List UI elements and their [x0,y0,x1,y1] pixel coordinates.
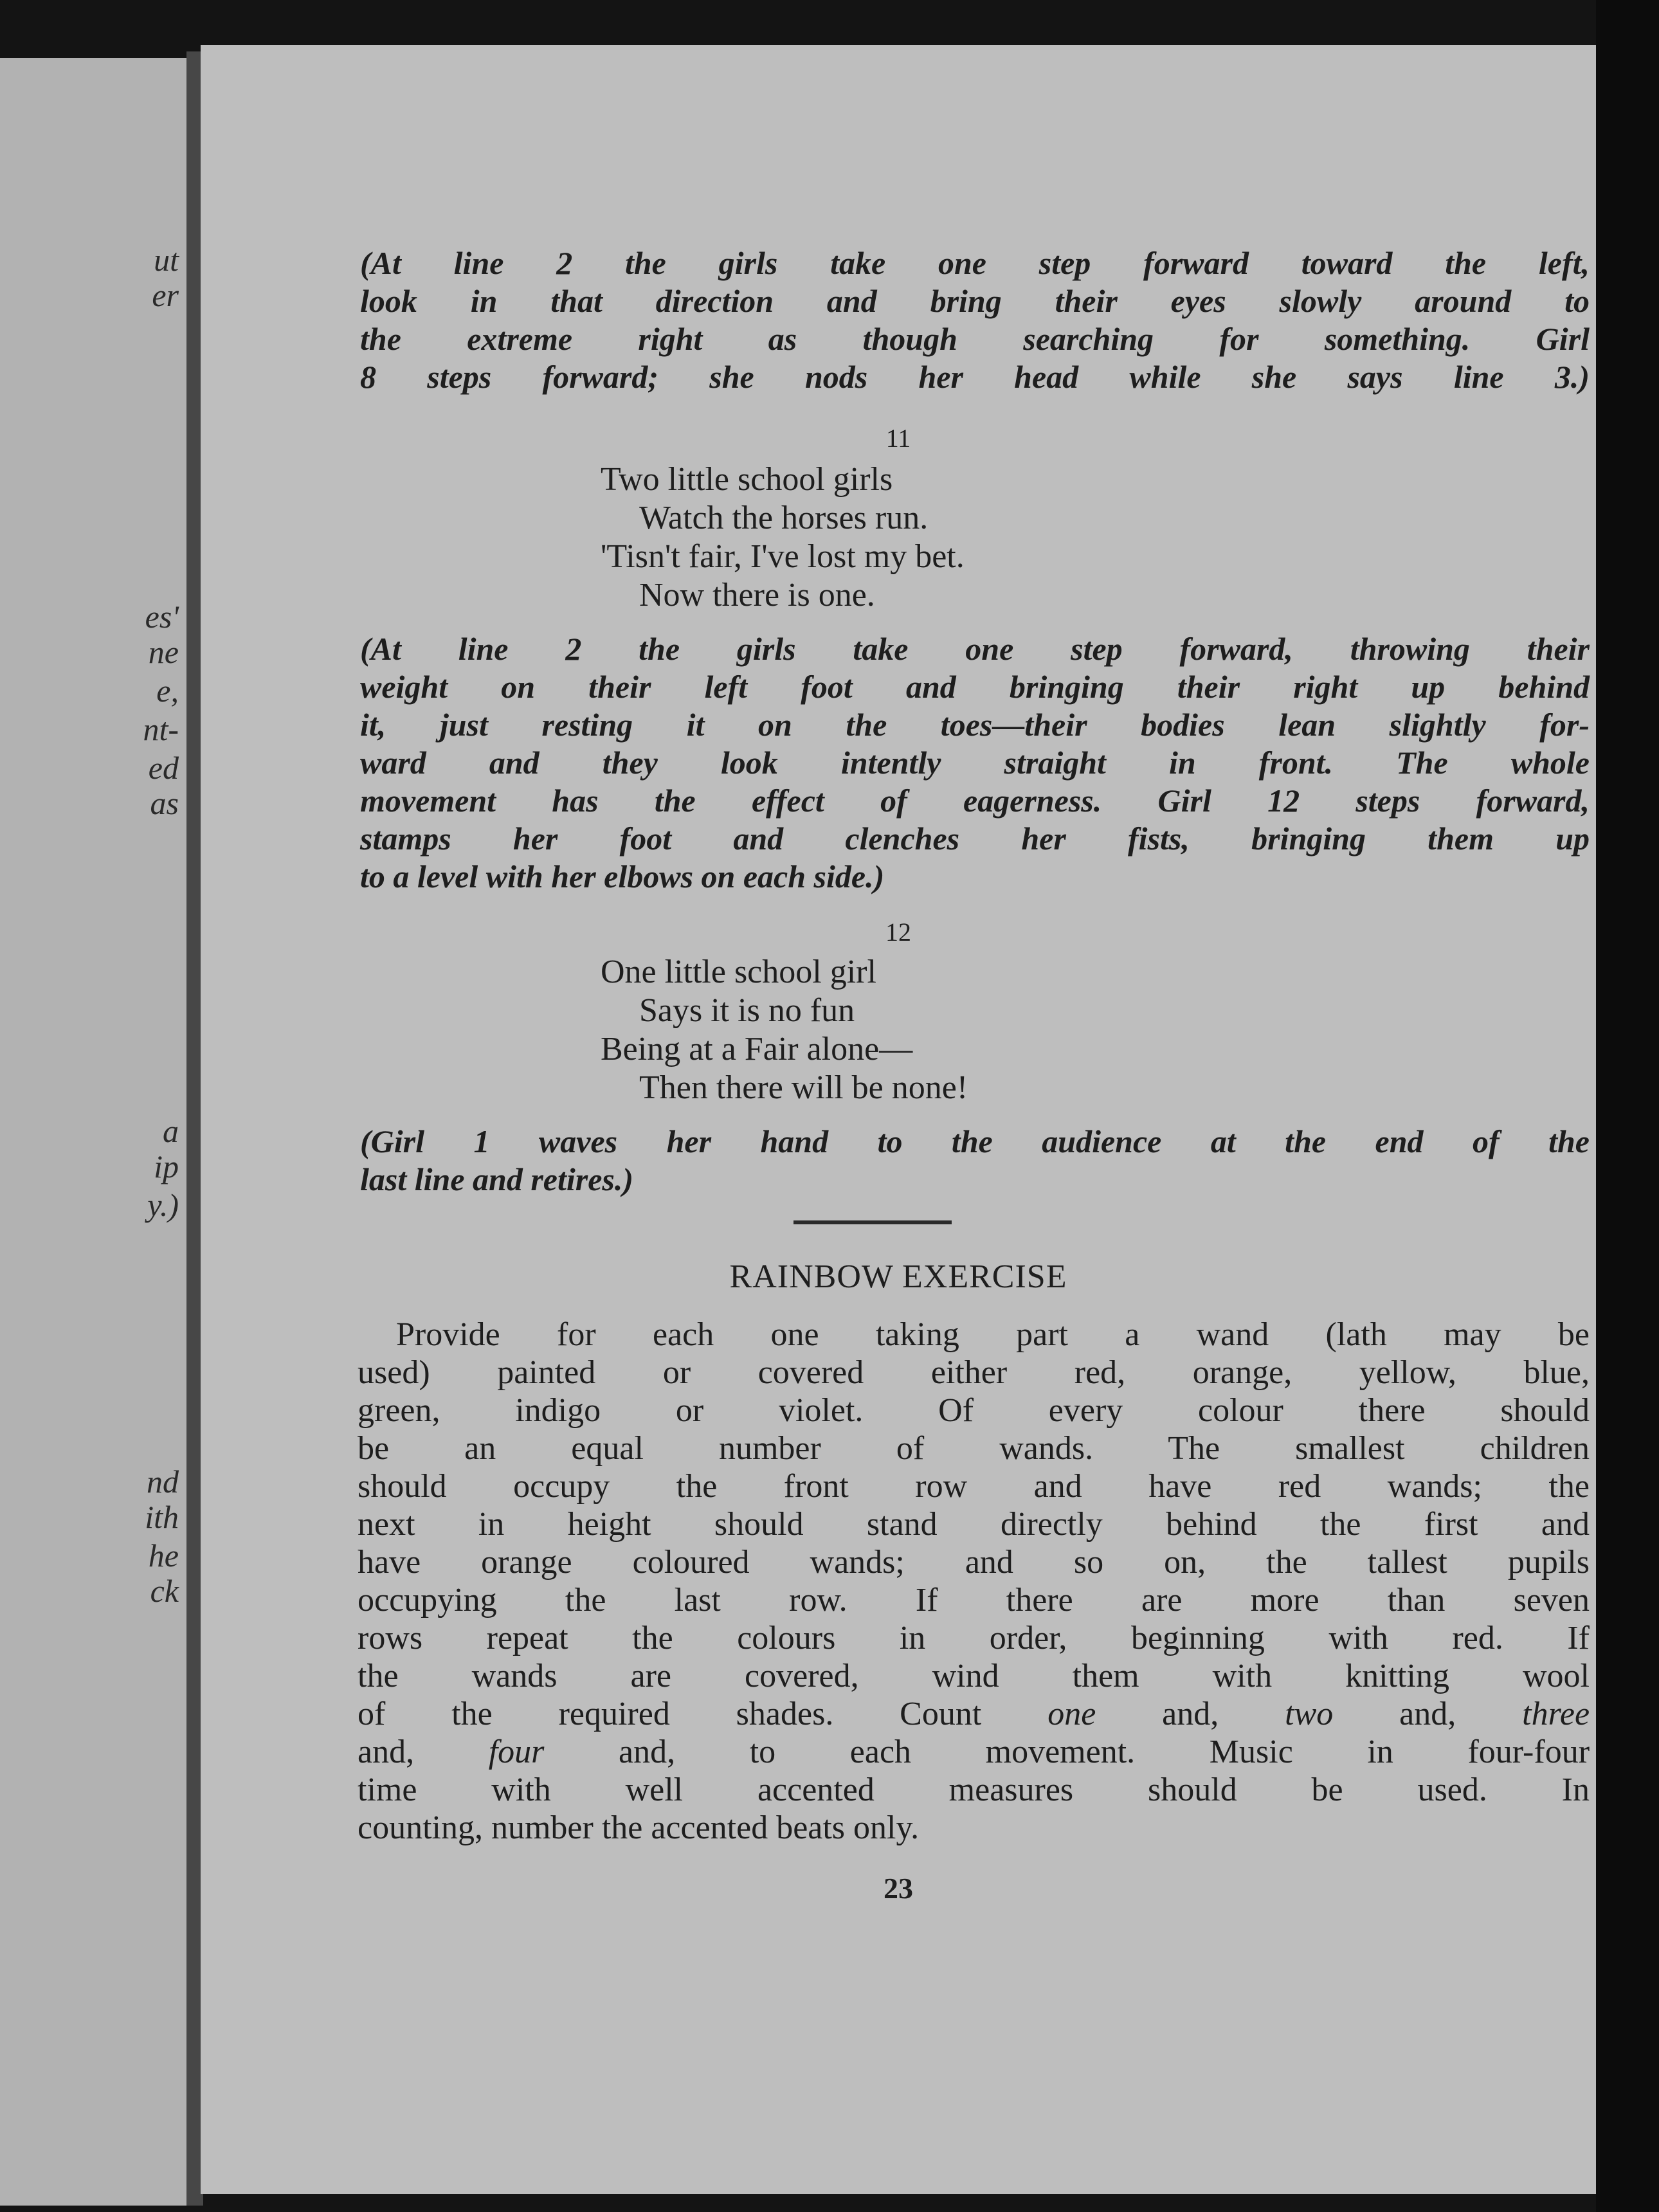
verse-line: Being at a Fair alone— [601,1031,913,1067]
verse-line: Watch the horses run. [639,500,929,536]
body-emphasis: three [1522,1696,1590,1732]
previous-page-edge [0,58,188,2206]
body-emphasis: one [1047,1696,1096,1732]
verse-line: Two little school girls [601,461,893,498]
body-line: Provide for each one taking part a wand (lath may be [396,1316,1590,1353]
body-line: time with well accented measures should be used. In [358,1772,1590,1808]
body-line [358,1733,1590,1771]
body-text-run: and, [1162,1696,1219,1732]
body-emphasis: two [1285,1696,1334,1732]
edge-text: nt- [143,711,179,747]
stage-line: movement has the effect of eagerness. Girl 12 steps forward, [360,783,1590,819]
edge-text: er [152,277,179,313]
stage-line: (At line 2 the girls take one step forward toward the left, [360,245,1590,281]
edge-text: a [163,1113,179,1149]
edge-text: ith [145,1499,179,1535]
stage-line: stamps her foot and clenches her fists, bringing them up [360,820,1590,857]
body-line: rows repeat the colours in order, beginning with red. If [358,1620,1590,1656]
stage-direction-3 [360,1123,1590,1199]
edge-text: ed [148,750,179,786]
stage-direction-1 [360,244,1590,396]
stanza-12 [601,953,968,1107]
body-line: the wands are covered, wind them with knitting wool [358,1658,1590,1694]
body-line: have orange coloured wands; and so on, the tallest pupils [358,1544,1590,1581]
verse-line: Says it is no fun [639,992,855,1029]
verse-line: Then there will be none! [639,1069,968,1106]
body-emphasis: four [488,1734,545,1770]
stanza-11 [601,460,965,615]
section-heading: RAINBOW EXERCISE [729,1258,1067,1295]
stage-line: (At line 2 the girls take one step forward, throwing their [360,631,1590,667]
body-text-run: of the required shades. Count [358,1696,982,1732]
stage-line: look in that direction and bring their eyes slowly around to [360,283,1590,319]
body-paragraph [358,1316,1590,1847]
stage-line: to a level with her elbows on each side.) [360,858,885,894]
edge-text: nd [147,1464,179,1500]
edge-text: e, [156,673,179,709]
body-line [358,1695,1590,1733]
book-page [201,45,1596,2194]
verse-line: Now there is one. [639,577,875,613]
verse-line: 'Tisn't fair, I've lost my bet. [601,538,965,575]
body-line: be an equal number of wands. The smallest children [358,1430,1590,1467]
film-frame-edge [1596,0,1659,2212]
body-line: occupying the last row. If there are more than seven [358,1582,1590,1618]
edge-text: ut [154,242,179,278]
edge-text: ip [154,1148,179,1184]
edge-text: y.) [147,1187,179,1223]
stage-line: ward and they look intently straight in front. The whole [360,745,1590,781]
stage-line: last line and retires.) [360,1161,634,1197]
body-line: should occupy the front row and have red wands; the [358,1468,1590,1505]
body-text-run: and, [1399,1696,1456,1732]
edge-text: as [150,785,179,821]
body-text-run: and, to each movement. Music in four-four [619,1734,1590,1770]
stage-line: it, just resting it on the toes—their bodies lean slightly for- [360,707,1590,743]
stage-line: 8 steps forward; she nods her head while she says line 3.) [360,359,1590,395]
edge-text: es' [145,599,179,635]
verse-line: One little school girl [601,954,876,990]
stage-line: weight on their left foot and bringing their right up behind [360,669,1590,705]
body-line: counting, number the accented beats only. [358,1809,920,1846]
body-line: green, indigo or violet. Of every colour there should [358,1392,1590,1429]
section-divider [793,1220,952,1224]
stanza-number: 12 [885,918,911,947]
stage-line: (Girl 1 waves her hand to the audience at the end of the [360,1123,1590,1159]
body-text-run: and, [358,1734,415,1770]
body-line: next in height should stand directly behind the first and [358,1506,1590,1543]
edge-text: ne [148,634,179,670]
stage-direction-2 [360,630,1590,896]
stanza-number: 11 [885,424,911,453]
body-line: used) painted or covered either red, orange, yellow, blue, [358,1354,1590,1391]
edge-text: ck [150,1573,179,1609]
page-number: 23 [884,1872,913,1905]
edge-text: he [148,1537,179,1573]
stage-line: the extreme right as though searching for something. Girl [360,321,1590,357]
